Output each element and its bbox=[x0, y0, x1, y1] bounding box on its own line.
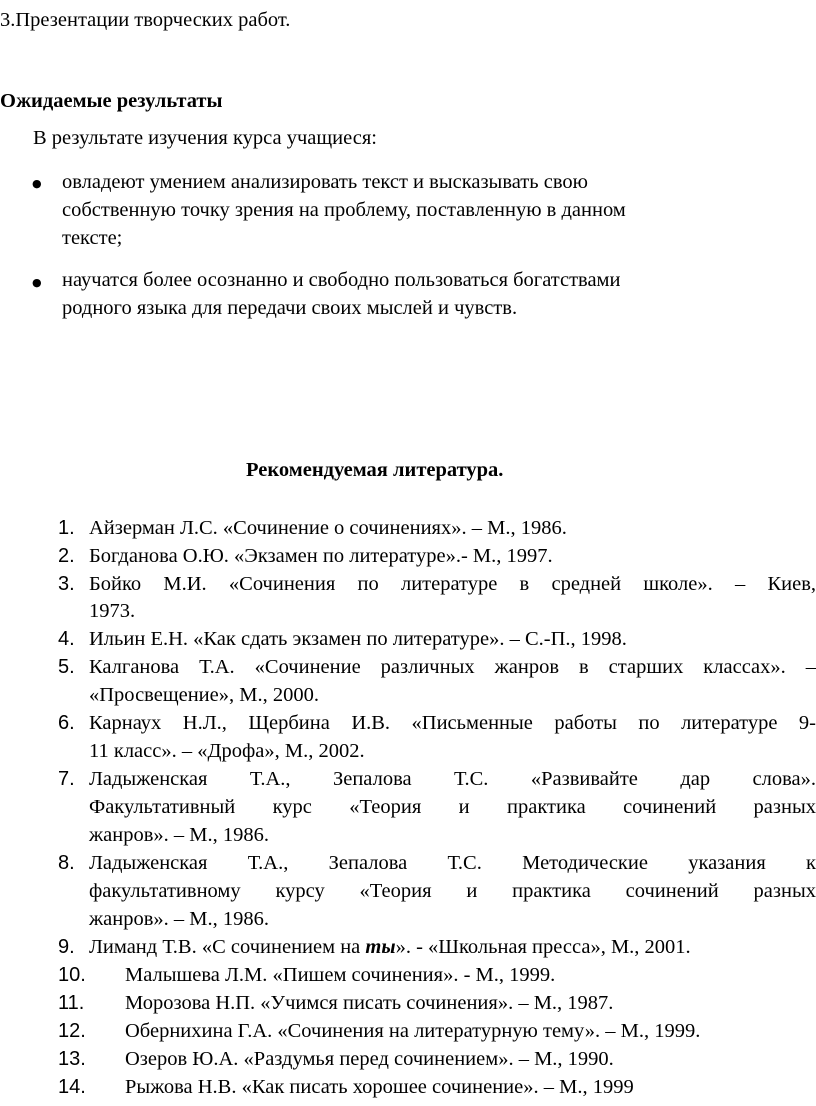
intro-item-text: 3.Презентации творческих работ. bbox=[0, 9, 291, 31]
literature-item-number: 1. bbox=[58, 517, 75, 539]
literature-item-line: Рыжова Н.В. «Как писать хорошее сочинение». – М., 1999 bbox=[125, 1076, 634, 1098]
literature-heading: Рекомендуемая литература. bbox=[246, 459, 504, 481]
literature-item-line bbox=[89, 937, 691, 958]
literature-item-number: 14. bbox=[58, 1076, 86, 1098]
literature-item-line: Айзерман Л.С. «Сочинение о сочинениях». – М., 1986. bbox=[89, 517, 567, 539]
bullet-line: тексте; bbox=[62, 227, 123, 249]
literature-item-number: 9. bbox=[58, 936, 75, 958]
bullet-line: родного языка для передачи своих мыслей и чувств. bbox=[62, 297, 518, 319]
literature-item-line: 11 класс». – «Дрофа», М., 2002. bbox=[89, 740, 365, 762]
literature-item-number: 13. bbox=[58, 1048, 86, 1070]
literature-item-line: Карнаух Н.Л., Щербина И.В. «Письменные работы по литературе 9- bbox=[89, 712, 816, 734]
literature-item-line: жанров». – М., 1986. bbox=[89, 908, 270, 930]
emphasized-word: ты bbox=[365, 936, 396, 958]
literature-item-line: Богданова О.Ю. «Экзамен по литературе».- М., 1997. bbox=[89, 545, 553, 567]
literature-item-line: Морозова Н.П. «Учимся писать сочинения». – М., 1987. bbox=[125, 992, 614, 1014]
bullet-line: научатся более осознанно и свободно пользоваться богатствами bbox=[62, 269, 621, 291]
literature-item-line: Калганова Т.А. «Сочинение различных жанров в старших классах». – bbox=[89, 656, 816, 678]
literature-item-line: жанров». – М., 1986. bbox=[89, 824, 270, 846]
literature-item-number: 4. bbox=[58, 628, 75, 650]
bullet-dot-icon: ● bbox=[32, 177, 42, 190]
literature-item-line: Озеров Ю.А. «Раздумья перед сочинением». – М., 1990. bbox=[125, 1048, 614, 1070]
literature-item-number: 8. bbox=[58, 852, 75, 874]
literature-item-number: 2. bbox=[58, 545, 75, 567]
literature-item-text-end: ». - «Школьная пресса», М., 2001. bbox=[395, 936, 691, 958]
literature-item-line: Малышева Л.М. «Пишем сочинения». - М., 1999. bbox=[125, 964, 556, 986]
literature-item-number: 6. bbox=[58, 712, 75, 734]
literature-item-text-start: Лиманд Т.В. «С сочинением на bbox=[89, 936, 366, 958]
literature-item-number: 3. bbox=[58, 573, 75, 595]
bullet-line: собственную точку зрения на проблему, поставленную в данном bbox=[62, 199, 626, 221]
literature-item-number: 11. bbox=[58, 992, 85, 1014]
bullet-line: овладеют умением анализировать текст и высказывать свою bbox=[62, 171, 588, 193]
literature-item-number: 7. bbox=[58, 768, 75, 790]
literature-item-line: 1973. bbox=[89, 600, 136, 622]
literature-item-line: Факультативный курс «Теория и практика сочинений разных bbox=[89, 796, 816, 818]
literature-item-line: Обернихина Г.А. «Сочинения на литературную тему». – М., 1999. bbox=[125, 1020, 701, 1042]
literature-item-line: Ильин Е.Н. «Как сдать экзамен по литературе». – С.-П., 1998. bbox=[89, 628, 627, 650]
literature-item-line: Ладыженская Т.А., Зепалова Т.С. Методические указания к bbox=[89, 852, 816, 874]
results-intro: В результате изучения курса учащиеся: bbox=[33, 127, 377, 149]
literature-item-number: 12. bbox=[58, 1020, 86, 1042]
bullet-dot-icon: ● bbox=[32, 276, 42, 289]
literature-item-number: 5. bbox=[58, 656, 75, 678]
results-heading: Ожидаемые результаты bbox=[0, 90, 223, 112]
literature-item-line: Ладыженская Т.А., Зепалова Т.С. «Развивайте дар слова». bbox=[89, 768, 816, 790]
literature-item-number: 10. bbox=[58, 964, 86, 986]
literature-item-line: факультативному курсу «Теория и практика сочинений разных bbox=[89, 880, 816, 902]
literature-item-line: Бойко М.И. «Сочинения по литературе в средней школе». – Киев, bbox=[89, 573, 816, 595]
literature-item-line: «Просвещение», М., 2000. bbox=[89, 684, 319, 706]
